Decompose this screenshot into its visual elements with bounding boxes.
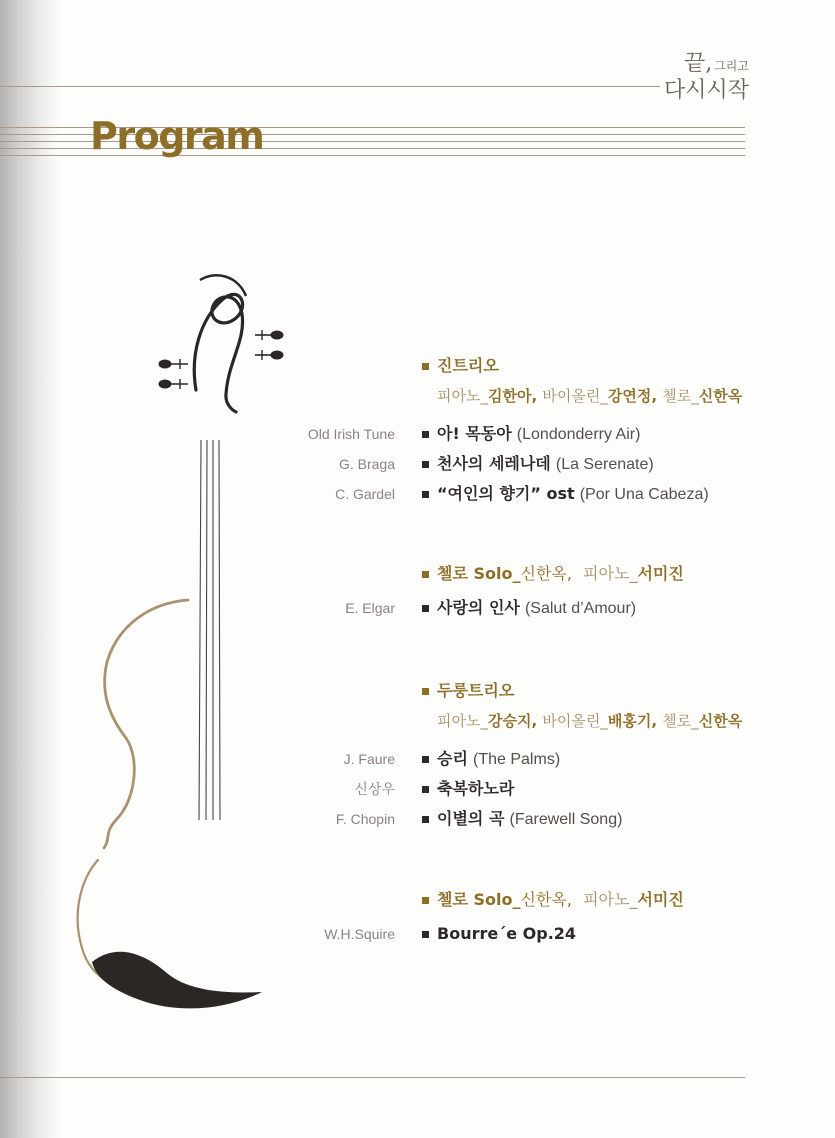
solo-line: 첼로 Solo_신한옥, 피아노_서미진	[437, 564, 684, 583]
brand-small: 그리고	[714, 59, 749, 73]
program-item	[0, 777, 835, 801]
composer: G. Braga	[338, 456, 395, 472]
piece-title: 승리 (The Palms)	[437, 749, 561, 768]
piece-title: 사랑의 인사 (Salut d’Amour)	[437, 598, 637, 617]
composer: Old Irish Tune	[307, 426, 395, 442]
composer: C. Gardel	[335, 486, 395, 502]
program-item	[0, 807, 835, 831]
composer: F. Chopin	[335, 811, 395, 827]
composer: W.H.Squire	[324, 926, 395, 942]
piece-title: 아! 목동아 (Londonderry Air)	[437, 424, 641, 443]
performers: 피아노_김한아, 바이올린_강연정, 첼로_신한옥	[437, 387, 743, 405]
piece-title: Bourre´e Op.24	[437, 924, 577, 943]
section-header	[0, 888, 835, 912]
brand-line1: 끝,	[683, 51, 713, 76]
piece-title: 이별의 곡 (Farewell Song)	[437, 809, 623, 828]
page-title: Program	[90, 114, 264, 158]
section-header	[0, 354, 835, 378]
program-item	[0, 482, 835, 506]
performers: 피아노_강승지, 바이올린_배홍기, 첼로_신한옥	[437, 712, 743, 730]
brand-line2: 다시시작	[663, 78, 749, 103]
section-header	[0, 679, 835, 703]
solo-line: 첼로 Solo_신한옥, 피아노_서미진	[437, 890, 684, 909]
ensemble-name: 두룽트리오	[437, 681, 515, 700]
piece-title: “여인의 향기” ost (Por Una Cabeza)	[437, 484, 709, 503]
program-item	[0, 596, 835, 620]
composer: J. Faure	[343, 751, 395, 767]
program-item	[0, 452, 835, 476]
composer: E. Elgar	[345, 600, 395, 616]
program-item	[0, 922, 835, 946]
piece-title: 천사의 세레나데 (La Serenate)	[437, 454, 654, 473]
piece-title: 축복하노라	[437, 779, 515, 798]
composer: 신상우	[354, 781, 395, 797]
program-item	[0, 422, 835, 446]
performer-line	[0, 709, 835, 733]
section-header	[0, 562, 835, 586]
program-item	[0, 747, 835, 771]
performer-line	[0, 384, 835, 408]
ensemble-name: 진트리오	[437, 356, 499, 375]
